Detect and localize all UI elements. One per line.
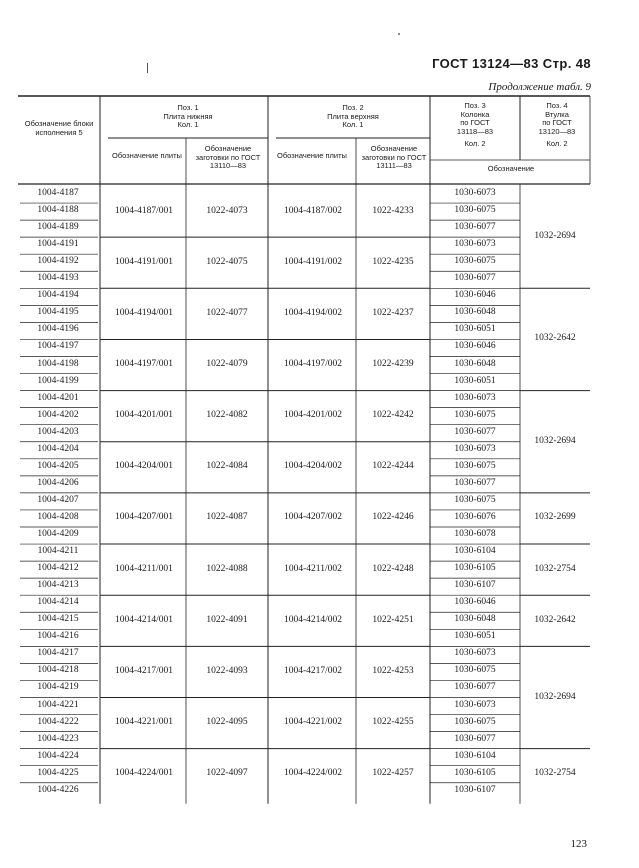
block-designation: 1004-4196 [37, 324, 79, 335]
lower-blank-designation: 1022-4087 [206, 512, 248, 523]
block-designation: 1004-4207 [37, 494, 79, 505]
column-designation: 1030-6073 [454, 648, 496, 659]
lower-blank-designation: 1022-4093 [206, 665, 248, 676]
upper-plate-designation: 1004-4224/002 [283, 768, 343, 779]
column-designation: 1030-6046 [454, 597, 496, 608]
column-designation: 1030-6073 [454, 239, 496, 250]
lower-blank-designation: 1022-4097 [206, 768, 248, 779]
grp-sleeve-header: Поз. 4 Втулка по ГОСТ 13120—83 [538, 101, 576, 136]
block-designation: 1004-4193 [37, 273, 79, 284]
block-designation: 1004-4224 [37, 750, 79, 761]
lower-blank-designation: 1022-4095 [206, 717, 248, 728]
upper-blank-designation: 1022-4237 [372, 307, 414, 318]
column-designation: 1030-6075 [454, 409, 496, 420]
column-designation: 1030-6075 [454, 716, 496, 727]
block-designation: 1004-4221 [37, 699, 79, 710]
column-designation: 1030-6104 [454, 750, 496, 761]
lower-plate-designation: 1004-4201/001 [114, 410, 174, 421]
block-designation: 1004-4191 [37, 239, 79, 250]
sleeve-designation: 1032-2642 [534, 333, 576, 344]
block-designation: 1004-4222 [37, 716, 79, 727]
upper-blank-designation: 1022-4257 [372, 768, 414, 779]
sleeve-designation: 1032-2694 [534, 231, 576, 242]
block-designation: 1004-4205 [37, 460, 79, 471]
lower-plate-designation: 1004-4204/001 [114, 461, 174, 472]
sleeve-designation: 1032-2754 [534, 563, 576, 574]
block-designation: 1004-4195 [37, 307, 79, 318]
upper-blank-designation: 1022-4251 [372, 614, 414, 625]
upper-plate-designation: 1004-4217/002 [283, 665, 343, 676]
column-designation: 1030-6075 [454, 665, 496, 676]
sleeve-qty: Кол. 2 [546, 139, 568, 148]
column-designation: 1030-6075 [454, 256, 496, 267]
page-title: ГОСТ 13124—83 Стр. 48 [432, 56, 591, 71]
lower-blank-designation: 1022-4082 [206, 410, 248, 421]
column-designation: 1030-6073 [454, 188, 496, 198]
sleeve-designation: 1032-2699 [534, 512, 576, 523]
upper-plate-designation: 1004-4187/002 [283, 205, 343, 216]
column-designation: 1030-6075 [454, 494, 496, 505]
lower-blank-designation: 1022-4077 [206, 307, 248, 318]
column-designation: 1030-6051 [454, 324, 496, 335]
lower-plate-designation: 1004-4214/001 [114, 614, 174, 625]
upper-blank-designation: 1022-4253 [372, 665, 414, 676]
upper-plate-designation: 1004-4204/002 [283, 461, 343, 472]
block-designation: 1004-4208 [37, 511, 79, 522]
column-designation: 1030-6048 [454, 614, 496, 625]
column-designation: 1030-6046 [454, 290, 496, 301]
block-designation: 1004-4225 [37, 767, 79, 778]
column-designation: 1030-6048 [454, 307, 496, 318]
block-designation: 1004-4202 [37, 409, 79, 420]
column-designation: 1030-6077 [454, 682, 496, 693]
lower-blank-designation: 1022-4091 [206, 614, 248, 625]
block-designation: 1004-4188 [37, 205, 79, 216]
column-designation: 1030-6073 [454, 443, 496, 454]
grp-lower-plate-header: Поз. 1 Плита нижняя Кол. 1 [163, 103, 213, 129]
column-designation: 1030-6107 [454, 580, 496, 591]
block-designation: 1004-4209 [37, 529, 79, 539]
lower-plate-designation: 1004-4224/001 [114, 768, 174, 779]
column-designation: 1030-6104 [454, 546, 496, 557]
sleeve-designation: 1032-2642 [534, 614, 576, 625]
block-designation: 1004-4194 [37, 290, 79, 301]
upper-plate-designation: 1004-4211/002 [284, 563, 342, 574]
column-designation: 1030-6075 [454, 205, 496, 216]
block-designation: 1004-4203 [37, 426, 79, 437]
column-designation: 1030-6076 [454, 511, 496, 522]
block-designation: 1004-4212 [37, 563, 79, 574]
lower-plate-designation: 1004-4217/001 [114, 665, 174, 676]
upper-blank-designation: 1022-4233 [372, 205, 414, 216]
lower-blank-designation: 1022-4073 [206, 205, 248, 216]
upper-plate-designation: 1004-4207/002 [283, 512, 343, 523]
column-designation: 1030-6077 [454, 426, 496, 437]
lower-blank-designation: 1022-4084 [206, 461, 248, 472]
upper-blank-designation: 1022-4242 [372, 410, 414, 421]
block-designation: 1004-4214 [37, 597, 79, 608]
block-designation: 1004-4215 [37, 614, 79, 625]
lower-plate-designation: 1004-4191/001 [114, 256, 174, 267]
upper-blank-designation: 1022-4239 [372, 359, 414, 370]
block-designation: 1004-4219 [37, 682, 79, 693]
block-designation: 1004-4189 [37, 222, 79, 233]
col-block-header: Обозначение блоки исполнения 5 [24, 119, 94, 137]
lower-plate-designation: 1004-4194/001 [114, 307, 174, 318]
column-designation: 1030-6105 [454, 767, 496, 778]
grp-upper-plate-header: Поз. 2 Плита верхняя Кол. 1 [327, 103, 379, 129]
lower-plate-designation: 1004-4221/001 [114, 717, 174, 728]
block-designation: 1004-4187 [37, 188, 79, 198]
column-designation: 1030-6077 [454, 477, 496, 488]
upper-blank-header: Обозначение заготовки по ГОСТ 13111—83 [361, 144, 427, 170]
column-designation: 1030-6046 [454, 341, 496, 352]
block-designation: 1004-4223 [37, 733, 79, 744]
sleeve-designation: 1032-2694 [534, 691, 576, 702]
lower-blank-designation: 1022-4079 [206, 359, 248, 370]
upper-plate-designation: 1004-4194/002 [283, 307, 343, 318]
column-designation: 1030-6105 [454, 563, 496, 574]
lower-plate-designation: 1004-4187/001 [114, 205, 174, 216]
column-designation: 1030-6051 [454, 375, 496, 386]
block-designation: 1004-4213 [37, 580, 79, 591]
column-qty: Кол. 2 [464, 139, 486, 148]
upper-plate-designation: 1004-4197/002 [283, 359, 343, 370]
block-designation: 1004-4192 [37, 256, 79, 267]
upper-blank-designation: 1022-4255 [372, 717, 414, 728]
lower-plate-designation: 1004-4197/001 [114, 359, 174, 370]
designation-header: Обозначение [487, 164, 535, 173]
upper-blank-designation: 1022-4244 [372, 461, 414, 472]
sleeve-designation: 1032-2694 [534, 435, 576, 446]
column-designation: 1030-6107 [454, 784, 496, 795]
lower-plate-designation: 1004-4207/001 [114, 512, 174, 523]
upper-plate-designation: 1004-4221/002 [283, 717, 343, 728]
block-designation: 1004-4211 [37, 546, 79, 557]
upper-plate-designation-header: Обозначение плиты [277, 151, 347, 160]
column-designation: 1030-6073 [454, 699, 496, 710]
block-designation: 1004-4201 [37, 392, 79, 403]
column-designation: 1030-6077 [454, 222, 496, 233]
upper-blank-designation: 1022-4248 [372, 563, 414, 574]
page-number: 123 [570, 838, 587, 850]
column-designation: 1030-6073 [454, 392, 496, 403]
upper-plate-designation: 1004-4191/002 [283, 256, 343, 267]
upper-blank-designation: 1022-4235 [372, 256, 414, 267]
upper-plate-designation: 1004-4214/002 [283, 614, 343, 625]
lower-plate-designation-header: Обозначение плиты [112, 151, 182, 160]
lower-blank-designation: 1022-4075 [206, 256, 248, 267]
block-designation: 1004-4216 [37, 631, 79, 642]
block-designation: 1004-4217 [37, 648, 79, 659]
block-designation: 1004-4204 [37, 443, 79, 454]
block-designation: 1004-4197 [37, 341, 79, 352]
lower-plate-designation: 1004-4211/001 [115, 563, 173, 574]
column-designation: 1030-6051 [454, 631, 496, 642]
block-designation: 1004-4206 [37, 477, 79, 488]
column-designation: 1030-6077 [454, 733, 496, 744]
upper-plate-designation: 1004-4201/002 [283, 410, 343, 421]
table-continuation: Продолжение табл. 9 [488, 81, 591, 93]
block-designation: 1004-4226 [37, 784, 79, 795]
block-designation: 1004-4199 [37, 375, 79, 386]
sleeve-designation: 1032-2754 [534, 768, 576, 779]
block-designation: 1004-4198 [37, 358, 79, 369]
column-designation: 1030-6048 [454, 358, 496, 369]
column-designation: 1030-6078 [454, 529, 496, 539]
lower-blank-designation: 1022-4088 [206, 563, 248, 574]
column-designation: 1030-6077 [454, 273, 496, 284]
grp-column-header: Поз. 3 Колонка по ГОСТ 13118—83 [456, 101, 494, 136]
upper-blank-designation: 1022-4246 [372, 512, 414, 523]
column-designation: 1030-6075 [454, 460, 496, 471]
block-designation: 1004-4218 [37, 665, 79, 676]
lower-blank-header: Обозначение заготовки по ГОСТ 13110—83 [195, 144, 261, 170]
